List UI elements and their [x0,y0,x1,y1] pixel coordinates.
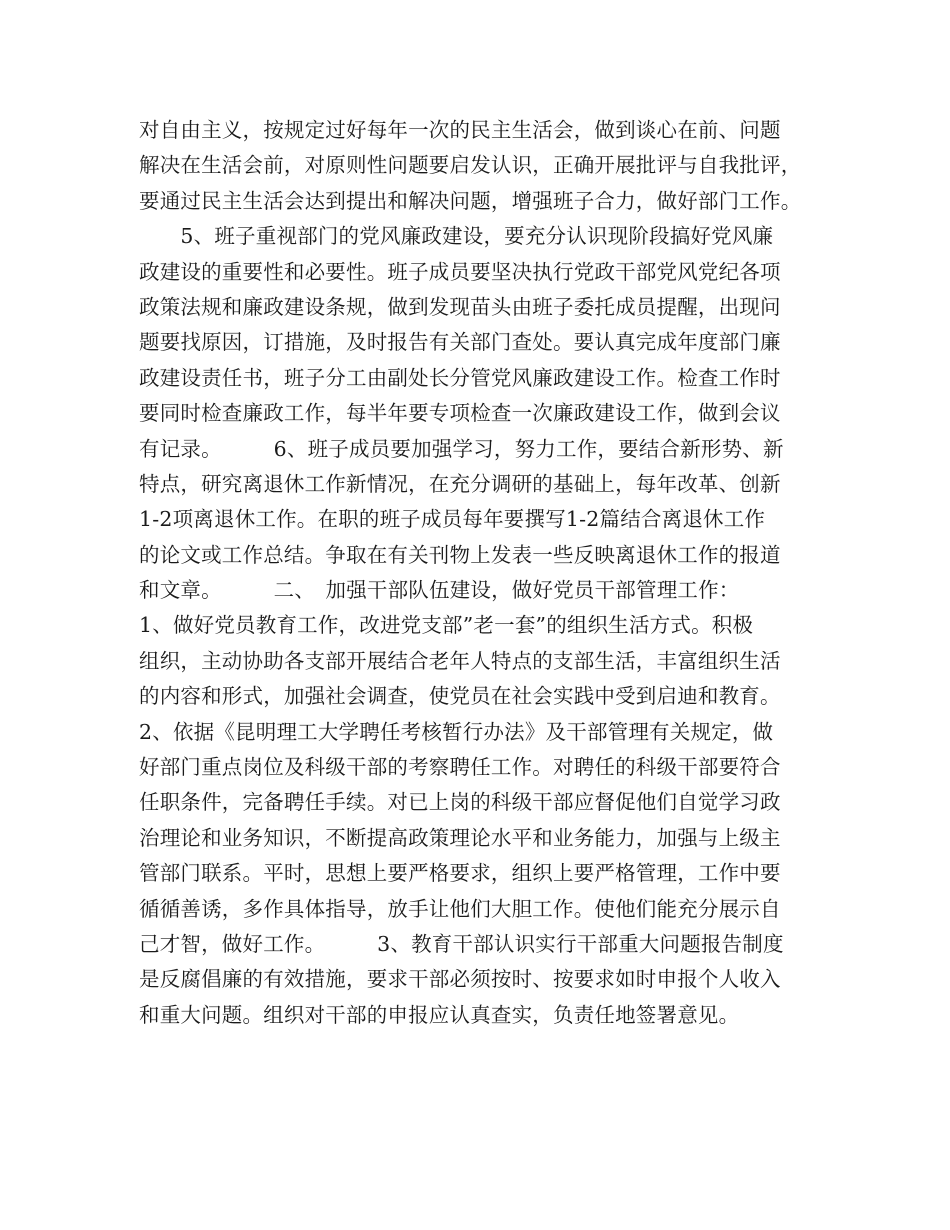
text-line: 1-2项离退休工作。在职的班子成员每年要撰写1-2篇结合离退休工作 [139,507,766,532]
text-line: 2、依据《昆明理工大学聘任考核暂行办法》及干部管理有关规定，做 [139,719,774,744]
text-line: 循循善诱，多作具体指导，放手让他们大胆工作。使他们能充分展示自 [139,896,781,921]
text-line: 题要找原因，订措施，及时报告有关部门查处。要认真完成年度部门廉 [139,330,781,355]
text-line: 治理论和业务知识，不断提高政策理论水平和业务能力，加强与上级主 [139,825,781,850]
text-line: 特点，研究离退休工作新情况，在充分调研的基础上，每年改革、创新 [139,471,781,496]
text-line: 组织，主动协助各支部开展结合老年人特点的支部生活，丰富组织生活 [139,648,781,673]
text-line: 政建设的重要性和必要性。班子成员要坚决执行党政干部党风党纪各项 [139,259,781,284]
text-line: 要同时检查廉政工作，每半年要专项检查一次廉政建设工作，做到会议 [139,401,781,426]
text-line: 管部门联系。平时，思想上要严格要求，组织上要严格管理，工作中要 [139,861,781,886]
text-line: 5、班子重视部门的党风廉政建设，要充分认识现阶段搞好党风廉 [139,224,774,249]
text-line: 和重大问题。组织对干部的申报应认真查实，负责任地签署意见。 [139,1002,740,1027]
text-line: 要通过民主生活会达到提出和解决问题，增强班子合力，做好部门工作。 [139,188,802,213]
text-line: 对自由主义，按规定过好每年一次的民主生活会，做到谈心在前、问题 [139,118,781,142]
text-line: 的论文或工作总结。争取在有关刊物上发表一些反映离退休工作的报道 [139,542,781,567]
text-line: 1、做好党员教育工作，改进党支部”老一套”的组织生活方式。积极 [139,613,754,638]
text-line: 任职条件，完备聘任手续。对已上岗的科级干部应督促他们自觉学习政 [139,790,781,815]
text-line: 好部门重点岗位及科级干部的考察聘任工作。对聘任的科级干部要符合 [139,755,781,780]
text-line: 政建设责任书，班子分工由副处长分管党风廉政建设工作。检查工作时 [139,365,781,390]
text-line: 有记录。 6、班子成员要加强学习，努力工作，要结合新形势、新 [139,436,784,461]
text-line: 政策法规和廉政建设条规，做到发现苗头由班子委托成员提醒，出现问 [139,294,781,319]
text-line: 的内容和形式，加强社会调查，使党员在社会实践中受到启迪和教育。 [139,684,781,709]
text-line: 和文章。 二、 加强干部队伍建设，做好党员干部管理工作： [139,578,740,603]
text-line: 己才智，做好工作。 3、教育干部认识实行干部重大问题报告制度 [139,931,784,956]
text-line: 解决在生活会前，对原则性问题要启发认识，正确开展批评与自我批评， [139,153,802,178]
text-line: 是反腐倡廉的有效措施，要求干部必须按时、按要求如时申报个人收入 [139,967,781,992]
document-body [139,113,829,1033]
